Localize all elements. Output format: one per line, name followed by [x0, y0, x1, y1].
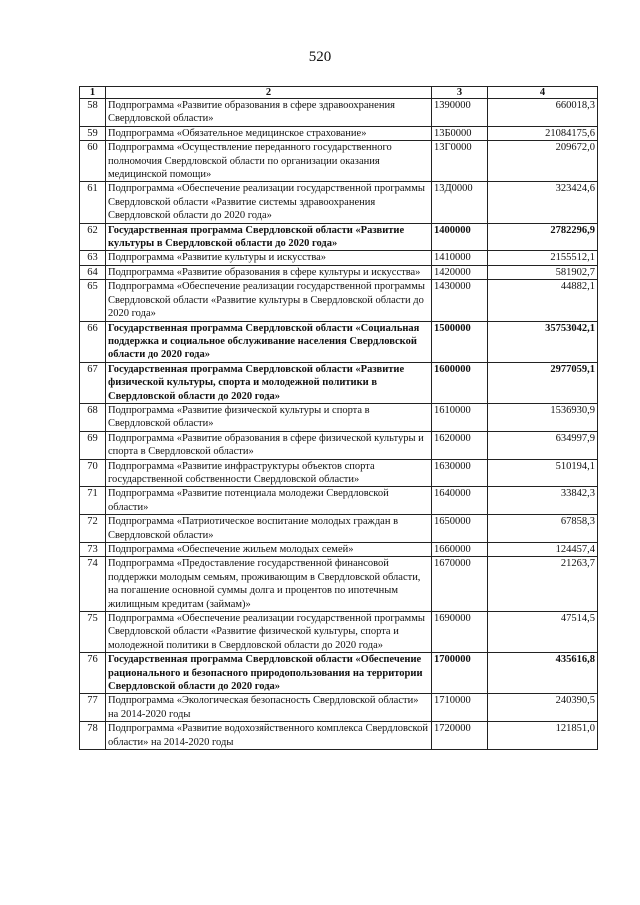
row-program-name: Подпрограмма «Развитие инфраструктуры объектов спорта государственной собственности Свердловской области» [106, 459, 432, 487]
table-row [80, 403, 598, 431]
table-row [80, 431, 598, 459]
row-program-name: Государственная программа Свердловской области «Социальная поддержка и социальное обслуживание населения Свердловской области до 2020 года» [106, 321, 432, 362]
row-number: 64 [80, 265, 106, 279]
row-program-name: Подпрограмма «Развитие образования в сфере физической культуры и спорта в Свердловской области» [106, 431, 432, 459]
row-amount: 35753042,1 [488, 321, 598, 362]
row-program-name: Государственная программа Свердловской области «Развитие физической культуры, спорта и молодежной политики в Свердловской области до 2020 года» [106, 362, 432, 403]
row-program-name: Подпрограмма «Осуществление переданного государственного полномочия Свердловской области по организации оказания медицинской помощи» [106, 141, 432, 182]
row-number: 71 [80, 487, 106, 515]
row-amount: 21084175,6 [488, 126, 598, 140]
row-amount: 660018,3 [488, 99, 598, 127]
row-target-code: 1640000 [432, 487, 488, 515]
row-number: 75 [80, 612, 106, 653]
row-program-name: Подпрограмма «Развитие потенциала молодежи Свердловской области» [106, 487, 432, 515]
column-header-number: 1 [80, 87, 106, 99]
row-target-code: 1390000 [432, 99, 488, 127]
row-program-name: Подпрограмма «Предоставление государственной финансовой поддержки молодым семьям, проживающим в Свердловской области, на погашение основной суммы долга и процентов по ипотечным жилищным кредитам (займам)» [106, 557, 432, 612]
table-row [80, 557, 598, 612]
row-target-code: 1710000 [432, 694, 488, 722]
row-target-code: 1600000 [432, 362, 488, 403]
table-row [80, 543, 598, 557]
row-target-code: 1690000 [432, 612, 488, 653]
row-target-code: 1720000 [432, 722, 488, 750]
row-number: 72 [80, 515, 106, 543]
row-number: 67 [80, 362, 106, 403]
table-row [80, 251, 598, 265]
row-program-name: Подпрограмма «Развитие образования в сфере культуры и искусства» [106, 265, 432, 279]
table-row [80, 280, 598, 321]
row-target-code: 13Б0000 [432, 126, 488, 140]
row-amount: 1536930,9 [488, 403, 598, 431]
row-program-name: Подпрограмма «Экологическая безопасность Свердловской области» на 2014-2020 годы [106, 694, 432, 722]
row-program-name: Государственная программа Свердловской области «Развитие культуры в Свердловской области до 2020 года» [106, 223, 432, 251]
row-target-code: 1610000 [432, 403, 488, 431]
row-number: 69 [80, 431, 106, 459]
row-amount: 121851,0 [488, 722, 598, 750]
table-row [80, 182, 598, 223]
row-target-code: 1400000 [432, 223, 488, 251]
row-amount: 634997,9 [488, 431, 598, 459]
row-target-code: 1650000 [432, 515, 488, 543]
row-program-name: Подпрограмма «Развитие водохозяйственного комплекса Свердловской области» на 2014-2020 годы [106, 722, 432, 750]
row-program-name: Подпрограмма «Развитие культуры и искусства» [106, 251, 432, 265]
row-target-code: 1620000 [432, 431, 488, 459]
table-body [80, 99, 598, 750]
row-amount: 435616,8 [488, 653, 598, 694]
row-program-name: Подпрограмма «Патриотическое воспитание молодых граждан в Свердловской области» [106, 515, 432, 543]
table-row [80, 362, 598, 403]
budget-table [79, 86, 598, 750]
row-program-name: Подпрограмма «Развитие образования в сфере здравоохранения Свердловской области» [106, 99, 432, 127]
table-row [80, 223, 598, 251]
table-row [80, 487, 598, 515]
row-program-name: Подпрограмма «Обеспечение реализации государственной программы Свердловской области «Развитие системы здравоохранения Свердловской области до 2020 года» [106, 182, 432, 223]
row-program-name: Подпрограмма «Обязательное медицинское страхование» [106, 126, 432, 140]
row-amount: 323424,6 [488, 182, 598, 223]
row-number: 78 [80, 722, 106, 750]
row-target-code: 13Д0000 [432, 182, 488, 223]
row-number: 66 [80, 321, 106, 362]
row-target-code: 1410000 [432, 251, 488, 265]
table-row [80, 722, 598, 750]
row-target-code: 1660000 [432, 543, 488, 557]
row-amount: 21263,7 [488, 557, 598, 612]
row-program-name: Подпрограмма «Обеспечение реализации государственной программы Свердловской области «Развитие культуры в Свердловской области до 2020 года» [106, 280, 432, 321]
row-amount: 67858,3 [488, 515, 598, 543]
row-number: 73 [80, 543, 106, 557]
row-number: 62 [80, 223, 106, 251]
row-amount: 209672,0 [488, 141, 598, 182]
row-amount: 2782296,9 [488, 223, 598, 251]
table-row [80, 694, 598, 722]
row-number: 59 [80, 126, 106, 140]
table-header-row [80, 87, 598, 99]
row-target-code: 1700000 [432, 653, 488, 694]
row-amount: 44882,1 [488, 280, 598, 321]
table-row [80, 321, 598, 362]
table-row [80, 126, 598, 140]
table-row [80, 612, 598, 653]
row-amount: 33842,3 [488, 487, 598, 515]
row-program-name: Подпрограмма «Развитие физической культуры и спорта в Свердловской области» [106, 403, 432, 431]
row-number: 65 [80, 280, 106, 321]
table-row [80, 99, 598, 127]
row-target-code: 13Г0000 [432, 141, 488, 182]
row-target-code: 1500000 [432, 321, 488, 362]
row-program-name: Подпрограмма «Обеспечение жильем молодых семей» [106, 543, 432, 557]
row-number: 58 [80, 99, 106, 127]
table-row [80, 141, 598, 182]
row-number: 77 [80, 694, 106, 722]
table-row [80, 653, 598, 694]
row-number: 68 [80, 403, 106, 431]
row-amount: 2977059,1 [488, 362, 598, 403]
table-row [80, 265, 598, 279]
column-header-name: 2 [106, 87, 432, 99]
row-number: 61 [80, 182, 106, 223]
row-number: 74 [80, 557, 106, 612]
table-row [80, 515, 598, 543]
row-number: 60 [80, 141, 106, 182]
row-program-name: Государственная программа Свердловской области «Обеспечение рационального и безопасного природопользования на территории Свердловской области до 2020 года» [106, 653, 432, 694]
row-amount: 581902,7 [488, 265, 598, 279]
row-program-name: Подпрограмма «Обеспечение реализации государственной программы Свердловской области «Развитие физической культуры, спорта и молодежной политики в Свердловской области до 2020 года» [106, 612, 432, 653]
row-number: 76 [80, 653, 106, 694]
row-amount: 510194,1 [488, 459, 598, 487]
row-target-code: 1420000 [432, 265, 488, 279]
row-number: 63 [80, 251, 106, 265]
row-target-code: 1630000 [432, 459, 488, 487]
page-number: 520 [308, 49, 332, 65]
row-target-code: 1670000 [432, 557, 488, 612]
row-amount: 2155512,1 [488, 251, 598, 265]
row-amount: 47514,5 [488, 612, 598, 653]
row-target-code: 1430000 [432, 280, 488, 321]
column-header-code: 3 [432, 87, 488, 99]
row-number: 70 [80, 459, 106, 487]
row-amount: 240390,5 [488, 694, 598, 722]
row-amount: 124457,4 [488, 543, 598, 557]
column-header-amount: 4 [488, 87, 598, 99]
table-row [80, 459, 598, 487]
